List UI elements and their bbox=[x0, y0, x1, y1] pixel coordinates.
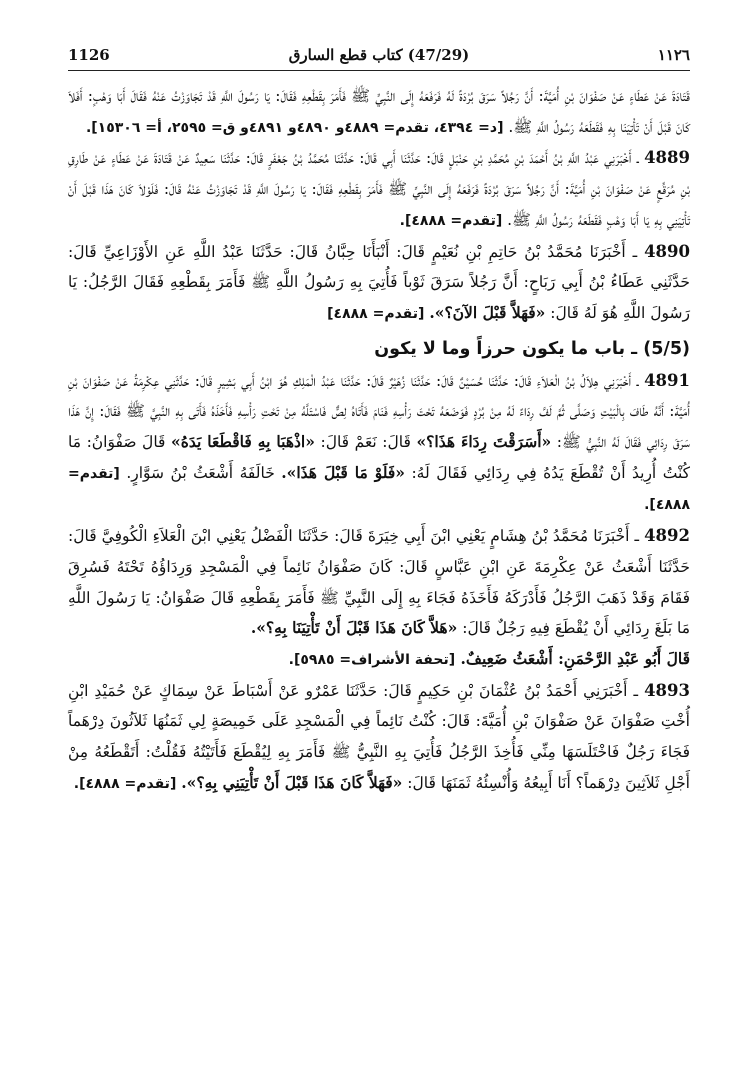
hadith-4893 bbox=[68, 676, 690, 800]
hadith-text: قَالَ: نَعَمْ قَالَ: bbox=[320, 433, 411, 452]
prophet-quote: «اذْهَبَا بِهِ فَاقْطَعَا يَدَهُ» bbox=[171, 432, 315, 452]
prophet-quote: «هَلاَّ كَانَ هَذَا قَبْلَ أَنْ تَأْتِيَنَا بِهِ؟». bbox=[250, 618, 458, 638]
hadith-reference: [تحفة الأشراف= ٥٩٨٥]. bbox=[288, 651, 456, 668]
hadith-number: 4890 bbox=[644, 241, 690, 261]
hadith-text: ـ أَخْبَرَنَا مُحَمَّدُ بْنُ هِشَامٍ يَعْنِي ابْنَ أَبِي خِيَرَةَ قَالَ: حَدَّثَنَا الْفَضْلُ يَعْنِي ابْنَ الْعَلاَءِ الْكُوفِيَّ قَالَ: حَدَّثَنَا أَشْعَثُ عَنْ عِكْرِمَةَ عَنِ ابْنِ عَبَّاسٍ قَالَ: كَانَ صَفْوَانُ نَائِماً فِي الْمَسْجِدِ وَرِدَاؤُهُ تَحْتَهُ فَسُرِقَ فَقَامَ وَقَدْ ذَهَبَ الرَّجُلُ فَأَدْرَكَهُ فَأَخَذَهُ فَجَاءَ بِهِ إِلَى النَّبِيِّ ﷺ فَأَمَرَ بِقَطْعِهِ قَالَ صَفْوَانُ: يَا رَسُولَ اللَّهِ مَا بَلَغَ رِدَائِي أَنْ يُقْطَعَ فِيهِ رَجُلٌ قَالَ: bbox=[68, 527, 690, 638]
hadith-number: 4891 bbox=[644, 370, 690, 390]
hadith-reference: [تقدم= ٤٨٨٨]. bbox=[73, 775, 177, 792]
page-body bbox=[68, 81, 690, 799]
prophet-quote: «فَهَلاَّ كَانَ هَذَا قَبْلَ أَنْ تَأْتِيَنِي بِهِ؟». bbox=[181, 772, 403, 792]
hadith-reference: [تقدم= ٤٨٨٨]. bbox=[68, 465, 690, 514]
hadith-reference: [تقدم= ٤٨٨٨] bbox=[327, 305, 425, 322]
hadith-text: قَالَ صَفْوَانُ: مَا كُنْتُ أُرِيدُ أَنْ تُقْطَعَ يَدُهُ فِي رِدَائِي فَقَالَ لَهُ: bbox=[68, 433, 691, 482]
page-number-arabic: ١١٢٦ bbox=[657, 46, 690, 64]
hadith-number: 4893 bbox=[644, 680, 690, 700]
hadith-4892 bbox=[68, 521, 690, 644]
prophet-quote: «أَسَرَقْتَ رِدَاءَ هَذَا؟» bbox=[416, 432, 552, 452]
hadith-number: 4892 bbox=[644, 526, 690, 546]
hadith-text: ـ أَخْبَرَنَا مُحَمَّدُ بْنُ حَاتِمِ بْنِ نُعَيْمٍ قَالَ: أَنْبَأَنَا حِبَّانُ قَالَ: حَدَّثَنَا عَبْدُ اللَّهِ عَنِ الأَوْزَاعِيِّ قَالَ: حَدَّثَنِي عَطَاءُ بْنُ أَبِي رَبَاحٍ: أَنَّ رَجُلاً سَرَقَ ثَوْباً فَأُتِيَ بِهِ رَسُولُ اللَّهِ ﷺ فَأَمَرَ بِقَطْعِهِ فَقَالَ الرَّجُلُ: يَا رَسُولَ اللَّهِ هُوَ لَهُ قَالَ: bbox=[68, 242, 690, 322]
hadith-number: 4889 bbox=[644, 148, 690, 168]
comment-text: قَالَ أَبُو عَبْدِ الرَّحْمَنِ: أَشْعَثُ ضَعِيفٌ. bbox=[460, 648, 690, 668]
chapter-heading: (5/5) ـ باب ما يكون حرزاً وما لا يكون bbox=[374, 338, 690, 359]
running-header bbox=[68, 40, 690, 71]
hadith-text: ـ أَخْبَرَنِي أَحْمَدُ بْنُ عُثْمَانَ بْنِ حَكِيمٍ قَالَ: حَدَّثَنَا عَمْرٌو عَنْ أَسْبَاطَ عَنْ سِمَاكٍ عَنْ حُمَيْدِ ابْنِ أُخْتِ صَفْوَانَ عَنْ صَفْوَانَ بْنِ أُمَيَّةَ: قَالَ: كُنْتُ نَائِماً فِي الْمَسْجِدِ عَلَى خَمِيصَةٍ لِي ثَمَنُهَا ثَلاَثُونَ دِرْهَماً فَجَاءَ رَجُلٌ فَاخْتَلَسَهَا مِنِّي فَأُخِذَ الرَّجُلُ فَأُتِيَ بِهِ النَّبِيُّ ﷺ فَأَمَرَ بِهِ لِيُقْطَعَ فَأَتَيْتُهُ فَقُلْتُ: أَتَقْطَعُهُ مِنْ أَجْلِ ثَلاَثِينَ دِرْهَماً؟ أَنَا أَبِيعُهُ وَأُنْسِئُهُ ثَمَنَهَا قَالَ: bbox=[68, 681, 690, 792]
hadith-text: ـ أَخْبَرَنِي عَبْدُ اللَّهِ بْنُ أَحْمَدَ بْنِ مُحَمَّدِ بْنِ حَنْبَلٍ قَالَ: حَدَّثَنَا أَبِي قَالَ: حَدَّثَنَا مُحَمَّدُ بْنُ جَعْفَرٍ قَالَ: حَدَّثَنَا سَعِيدٌ عَنْ قَتَادَةَ عَنْ عَطَاءٍ عَنْ طَارِقِ بْنِ مُرَقِّعٍ عَنْ صَفْوَانَ بْنِ أُمَيَّةَ: أَنَّ رَجُلاً سَرَقَ بُرْدَةً فَرَفَعَهُ إِلَى النَّبِيِّ ﷺ فَأَمَرَ بِقَطْعِهِ فَقَالَ: يَا رَسُولَ اللَّهِ قَدْ تَجَاوَزْتُ عَنْهُ قَالَ: فَلَوْلاَ كَانَ هَذَا قَبْلَ أَنْ تَأْتِيَنِي بِهِ يَا أَبَا وَهْبٍ فَقَطَعَهُ رَسُولُ اللَّهِ ﷺ. bbox=[68, 149, 690, 229]
hadith-text: قَتَادَةَ عَنْ عَطَاءٍ عَنْ صَفْوَانَ بْنِ أُمَيَّةَ: أَنَّ رَجُلاً سَرَقَ بُرْدَةً لَهُ فَرَفَعَهُ إِلَى النَّبِيِّ ﷺ فَأَمَرَ بِقَطْعِهِ فَقَالَ: يَا رَسُولَ اللَّهِ قَدْ تَجَاوَزْتُ عَنْهُ فَقَالَ أَبَا وَهْبٍ: أَفَلاَ كَانَ قَبْلَ أَنْ تَأْتِيَنَا بِهِ فَقَطَعَهُ رَسُولُ اللَّهِ ﷺ. bbox=[68, 87, 690, 136]
hadith-reference: [تقدم= ٤٨٨٨]. bbox=[399, 212, 503, 229]
page-number-latin: 1126 bbox=[68, 46, 110, 64]
prophet-quote: «فَلَوْ مَا قَبْلَ هَذَا». bbox=[281, 462, 405, 482]
hadith-continuation bbox=[68, 81, 690, 143]
page bbox=[68, 40, 690, 1040]
hadith-4889 bbox=[68, 143, 690, 236]
hadith-text: خَالَفَهُ أَشْعَثُ بْنُ سَوَّارٍ. bbox=[126, 463, 275, 482]
author-comment bbox=[68, 644, 690, 676]
running-title: (47/29) كتاب قطع السارق bbox=[288, 46, 470, 64]
hadith-reference: [د= ٤٣٩٤، تقدم= ٤٨٨٩و ٤٨٩٠و ٤٨٩١و ق= ٢٥٩٥، أ= ١٥٣٠٦]. bbox=[85, 119, 504, 136]
prophet-quote: «فَهَلاَّ قَبْلَ الآنَ؟». bbox=[429, 302, 546, 322]
hadith-4890 bbox=[68, 237, 690, 330]
hadith-4891 bbox=[68, 366, 690, 522]
hadith-text: ـ أَخْبَرَنِي هِلاَلُ بْنُ الْعَلاَءِ قَالَ: حَدَّثَنَا حُسَيْنٌ قَالَ: حَدَّثَنَا زُهَيْرٌ قَالَ: حَدَّثَنَا عَبْدُ الْمَلِكِ هُوَ ابْنُ أَبِي بَشِيرٍ قَالَ: حَدَّثَنِي عِكْرِمَةُ عَنْ صَفْوَانَ بْنِ أُمَيَّةَ: أَنَّهُ طَافَ بِالْبَيْتِ وَصَلَّى ثُمَّ لَفَّ رِدَاءً لَهُ مِنْ بُرْدٍ فَوَضَعَهُ تَحْتَ رَأْسِهِ فَنَامَ فَأَتَاهُ لِصٌّ فَاسْتَلَّهُ مِنْ تَحْتِ رَأْسِهِ فَأَخَذَهُ فَأَتَى بِهِ النَّبِيَّ ﷺ فَقَالَ: إِنَّ هَذَا سَرَقَ رِدَائِي فَقَالَ لَهُ النَّبِيُّ ﷺ: bbox=[68, 371, 690, 452]
